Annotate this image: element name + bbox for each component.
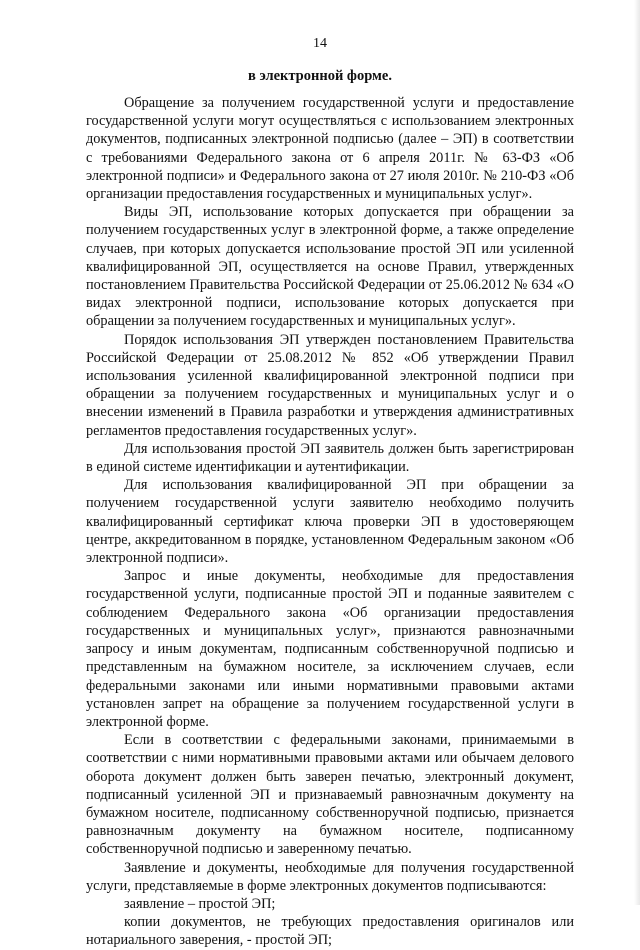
paragraph-4: Для использования простой ЭП заявитель должен быть зарегистрирован в единой системе идентификации и аутентификации. xyxy=(86,440,574,476)
list-item-application: заявление – простой ЭП; xyxy=(124,895,276,912)
paragraph-8: Заявление и документы, необходимые для получения государственной услуги, представляемые в форме электронных документов подписываются: xyxy=(86,859,574,894)
paragraph-7: Если в соответствии с федеральными законами, принимаемыми в соответствии с ними нормативными правовыми актами или обычаем делового оборота документ должен быть заверен печатью, электронный документ, подписанный усиленной ЭП и признаваемый равнозначным документу на бумажном носителе, подписанному собственноручной подписью, признается равнозначным документу на бумажном носителе, подписанному собственноручной подписью и заверенному печатью. xyxy=(86,732,574,858)
body-text xyxy=(86,94,574,950)
paragraph-2: Виды ЭП, использование которых допускается при обращении за получением государственных услуг в электронной форме, а также определение случаев, при которых допускается использование простой ЭП или усиленной квалифицированной ЭП, осуществляется на основе Правил, утвержденных постановлением Правительства Российской Федерации от 25.06.2012 № 634 «О видах электронной подписи, использование которых допускается при обращении за получением государственных и муниципальных услуг». xyxy=(86,204,574,330)
page-number: 14 xyxy=(313,36,327,51)
paragraph-1: Обращение за получением государственной услуги и предоставление государственной услуги могут осуществляться с использованием электронных документов, подписанных электронной подписью (далее – ЭП) в соответствии с требованиями Федерального закона от 6 апреля 2011г. № 63-ФЗ «Об электронной подписи» и Федерального закона от 27 июля 2010г. № 210-ФЗ «Об организации предоставления государственных и муниципальных услуг». xyxy=(86,95,574,203)
scan-edge-shadow xyxy=(634,0,640,905)
section-heading: в электронной форме. xyxy=(247,68,392,84)
paragraph-3: Порядок использования ЭП утвержден постановлением Правительства Российской Федерации от 25.08.2012 № 852 «Об утверждении Правил использования усиленной квалифицированной электронной подписи при обращении за получением государственных и муниципальных услуг и о внесении изменений в Правила разработки и утверждения административных регламентов предоставления государственных услуг». xyxy=(86,331,574,439)
paragraph-5: Для использования квалифицированной ЭП при обращении за получением государственной услуги заявителю необходимо получить квалифицированный сертификат ключа проверки ЭП в удостоверяющем центре, аккредитованном в порядке, установленном Федеральным законом «Об электронной подписи». xyxy=(86,477,574,567)
list-item-document-copies: копии документов, не требующих предоставления оригиналов или нотариального заверения, - простой ЭП; xyxy=(86,914,574,949)
paragraph-6: Запрос и иные документы, необходимые для предоставления государственной услуги, подписанные простой ЭП и поданные заявителем с соблюдением Федерального закона «Об организации предоставления государственных и муниципальных услуг», признаются равнозначными запросу и иным документам, подписанным собственноручной подписью и представленным на бумажном носителе, за исключением случаев, если федеральными законами или иными нормативными правовыми актами установлен запрет на обращение за получением государственной услуги в электронной форме. xyxy=(86,568,574,730)
